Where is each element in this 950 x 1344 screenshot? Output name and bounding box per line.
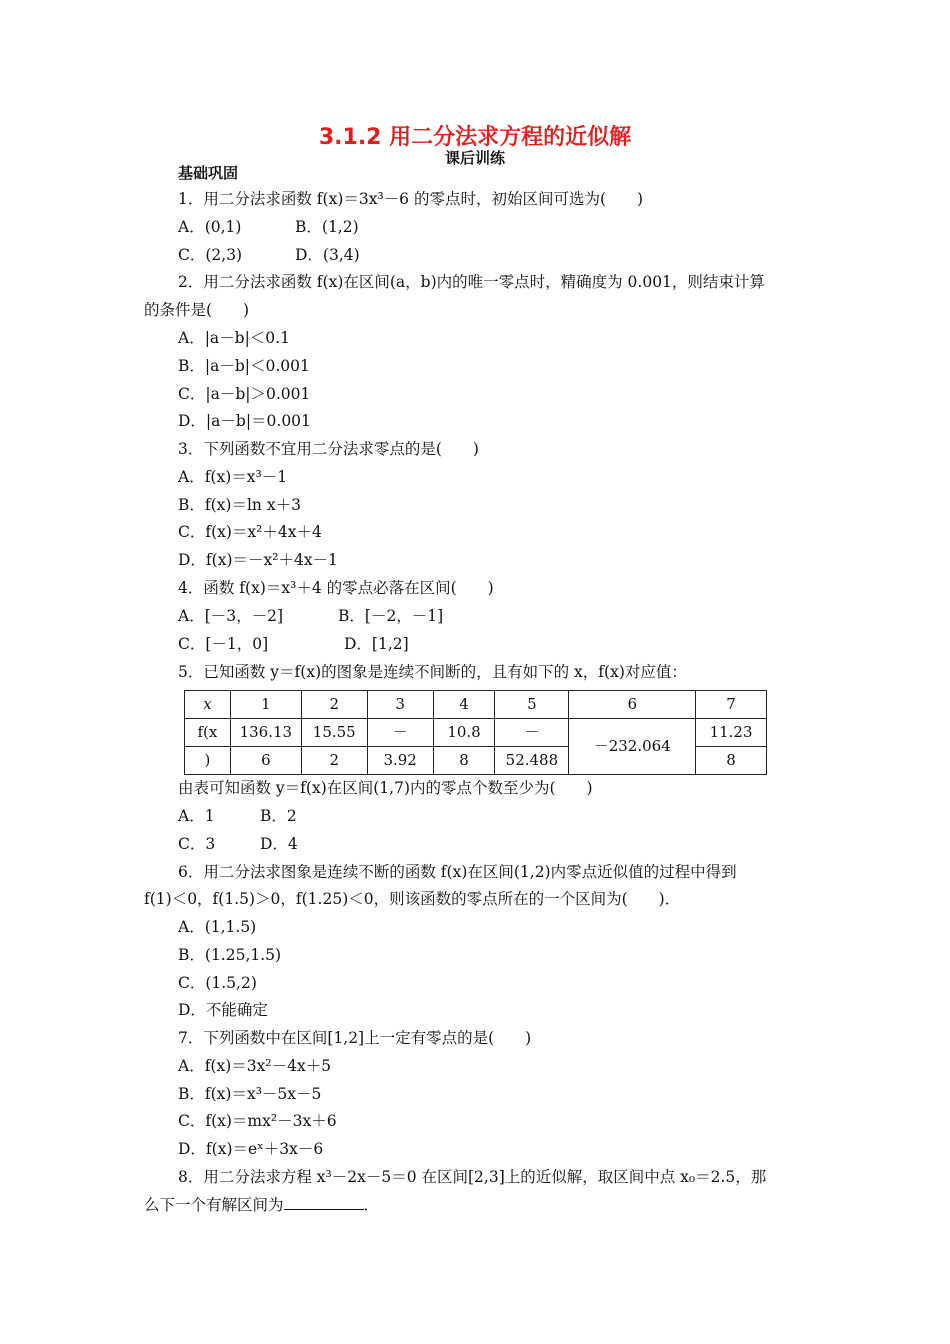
table-cell: ) bbox=[185, 747, 231, 775]
q2-option-a: A．|a－b|＜0.1 bbox=[178, 329, 290, 347]
q5-option-c: C．3 bbox=[178, 835, 216, 853]
question-7-stem: 7．下列函数中在区间[1,2]上一定有零点的是( ) bbox=[178, 1029, 532, 1047]
table-cell: f(x bbox=[185, 719, 231, 747]
table-cell: － bbox=[495, 719, 569, 747]
question-1-stem: 1．用二分法求函数 f(x)＝3x³－6 的零点时，初始区间可选为( ) bbox=[178, 190, 644, 208]
table-cell: 3 bbox=[367, 691, 433, 719]
question-6-stem-line1: 6．用二分法求图象是连续不断的函数 f(x)在区间(1,2)内零点近似值的过程中得到 bbox=[178, 863, 737, 881]
table-cell: 2 bbox=[301, 747, 367, 775]
answer-blank[interactable] bbox=[284, 1195, 364, 1210]
table-row bbox=[185, 719, 767, 747]
section-heading: 基础巩固 bbox=[178, 164, 239, 182]
q4-option-a: A．[－3，－2] bbox=[178, 607, 284, 625]
page-title: 3.1.2 用二分法求方程的近似解 bbox=[318, 125, 632, 150]
question-8-stem-end: ． bbox=[363, 1196, 380, 1214]
q7-option-a: A．f(x)＝3x²－4x＋5 bbox=[178, 1057, 332, 1075]
table-cell: 8 bbox=[696, 747, 767, 775]
question-5-after-table: 由表可知函数 y＝f(x)在区间(1,7)内的零点个数至少为( ) bbox=[178, 779, 593, 797]
q6-option-d: D．不能确定 bbox=[178, 1001, 268, 1019]
table-cell: 10.8 bbox=[433, 719, 495, 747]
q5-option-a: A．1 bbox=[178, 807, 215, 825]
q4-option-b: B．[－2，－1] bbox=[338, 607, 444, 625]
table-cell: 11.23 bbox=[696, 719, 767, 747]
table-cell: －232.064 bbox=[569, 719, 696, 775]
table-cell: 15.55 bbox=[301, 719, 367, 747]
q5-option-d: D．4 bbox=[260, 835, 298, 853]
question-4-stem: 4．函数 f(x)＝x³＋4 的零点必落在区间( ) bbox=[178, 579, 494, 597]
q3-option-d: D．f(x)＝－x²＋4x－1 bbox=[178, 551, 338, 569]
q2-option-d: D．|a－b|＝0.001 bbox=[178, 412, 311, 430]
table-cell: 3.92 bbox=[367, 747, 433, 775]
question-2-stem-line1: 2．用二分法求函数 f(x)在区间(a，b)内的唯一零点时，精确度为 0.001，则结束计算 bbox=[178, 273, 765, 291]
table-cell: 5 bbox=[495, 691, 569, 719]
q2-option-b: B．|a－b|＜0.001 bbox=[178, 357, 310, 375]
q1-option-d: D．(3,4) bbox=[295, 246, 360, 264]
question-8-stem-text: 么下一个有解区间为 bbox=[144, 1196, 284, 1214]
q3-option-c: C．f(x)＝x²＋4x＋4 bbox=[178, 523, 322, 541]
q6-option-b: B．(1.25,1.5) bbox=[178, 946, 282, 964]
table-cell: 6 bbox=[230, 747, 301, 775]
table-cell: 52.488 bbox=[495, 747, 569, 775]
q4-option-c: C．[－1，0] bbox=[178, 635, 269, 653]
question-3-stem: 3．下列函数不宜用二分法求零点的是( ) bbox=[178, 440, 479, 458]
question-5-stem: 5．已知函数 y＝f(x)的图象是连续不间断的，且有如下的 x，f(x)对应值： bbox=[178, 663, 687, 681]
page-subtitle: 课后训练 bbox=[444, 149, 505, 167]
q5-option-b: B．2 bbox=[260, 807, 297, 825]
question-8-stem-line2 bbox=[144, 1195, 379, 1215]
q7-option-b: B．f(x)＝x³－5x－5 bbox=[178, 1085, 322, 1103]
table-cell: x bbox=[185, 691, 231, 719]
question-8-stem-line1: 8．用二分法求方程 x³－2x－5＝0 在区间[2,3]上的近似解，取区间中点 x₀＝2.5，那 bbox=[178, 1168, 767, 1186]
table-cell: 4 bbox=[433, 691, 495, 719]
table-row bbox=[185, 691, 767, 719]
q3-option-a: A．f(x)＝x³－1 bbox=[178, 468, 288, 486]
question-2-stem-line2: 的条件是( ) bbox=[144, 301, 250, 319]
q2-option-c: C．|a－b|＞0.001 bbox=[178, 385, 311, 403]
values-table bbox=[184, 690, 767, 775]
question-6-stem-line2: f(1)＜0，f(1.5)＞0，f(1.25)＜0，则该函数的零点所在的一个区间为( )． bbox=[144, 890, 681, 908]
table-cell: 6 bbox=[569, 691, 696, 719]
q1-option-a: A．(0,1) bbox=[178, 218, 242, 236]
q6-option-c: C．(1.5,2) bbox=[178, 974, 257, 992]
q7-option-c: C．f(x)＝mx²－3x＋6 bbox=[178, 1112, 337, 1130]
q7-option-d: D．f(x)＝eˣ＋3x－6 bbox=[178, 1140, 324, 1158]
table-cell: 136.13 bbox=[230, 719, 301, 747]
table-cell: － bbox=[367, 719, 433, 747]
table-cell: 8 bbox=[433, 747, 495, 775]
table-cell: 7 bbox=[696, 691, 767, 719]
q4-option-d: D．[1,2] bbox=[344, 635, 409, 653]
q1-option-b: B．(1,2) bbox=[295, 218, 359, 236]
q6-option-a: A．(1,1.5) bbox=[178, 918, 257, 936]
table-cell: 1 bbox=[230, 691, 301, 719]
table-cell: 2 bbox=[301, 691, 367, 719]
q1-option-c: C．(2,3) bbox=[178, 246, 243, 264]
q3-option-b: B．f(x)＝ln x＋3 bbox=[178, 496, 301, 514]
